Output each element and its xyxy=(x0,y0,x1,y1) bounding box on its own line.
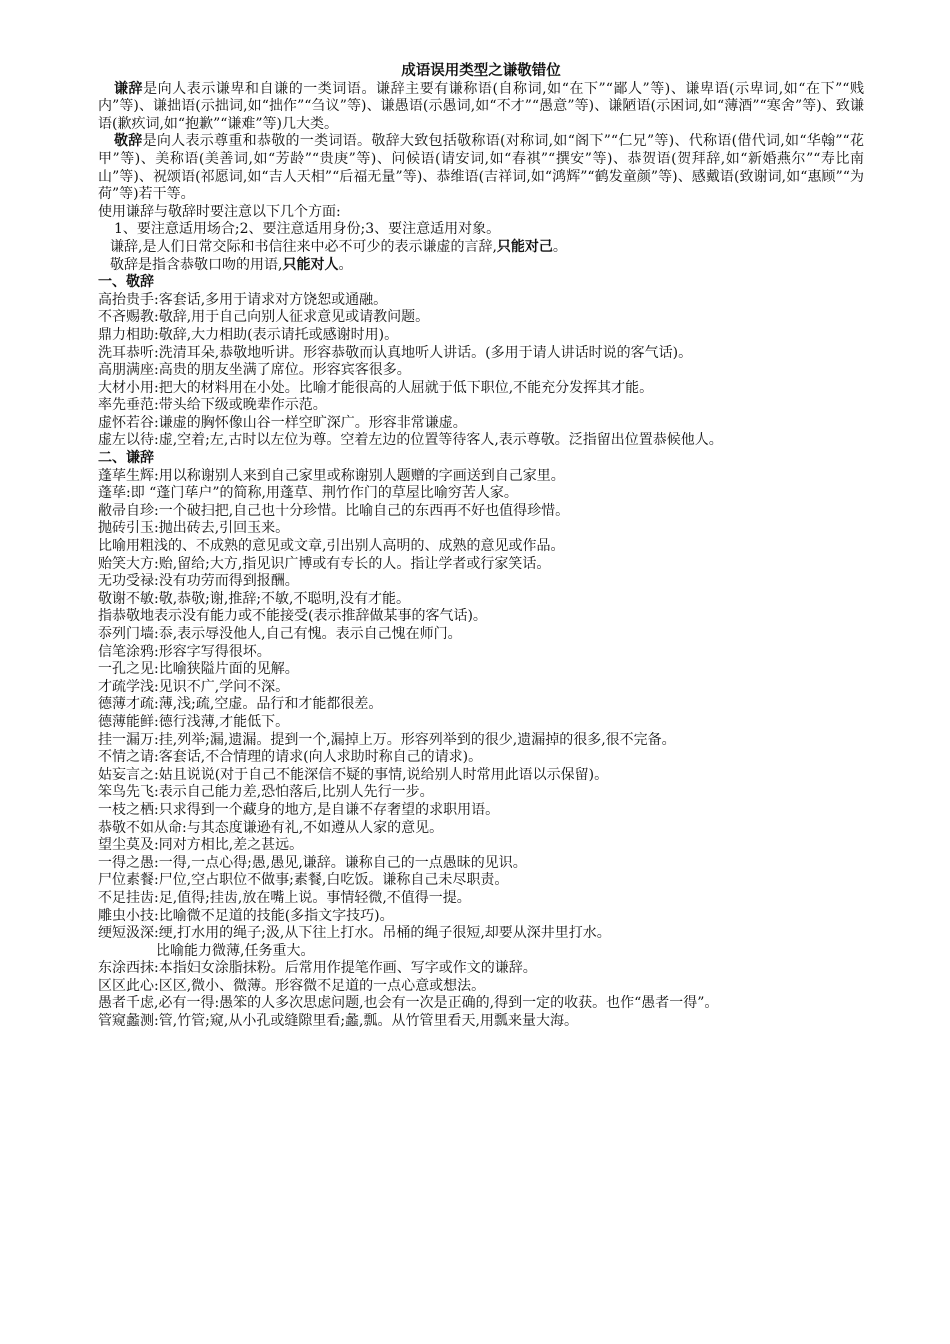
list-item: 笨鸟先飞:表示自己能力差,恐怕落后,比别人先行一步。 xyxy=(98,784,434,801)
jingci-intro-paragraph xyxy=(98,133,864,203)
qianci-intro-paragraph xyxy=(98,81,864,134)
list-item-continuation: 比喻能力微薄,任务重大。 xyxy=(156,942,315,959)
list-item: 雕虫小技:比喻微不足道的技能(多指文字技巧)。 xyxy=(98,907,394,924)
list-item: 一枝之栖:只求得到一个藏身的地方,是自谦不存奢望的求职用语。 xyxy=(98,801,500,818)
document-title: 成语误用类型之谦敬错位 xyxy=(401,62,561,79)
list-item: 率先垂范:带头给下级或晚辈作示范。 xyxy=(98,397,327,414)
list-item: 无功受禄:没有功劳而得到报酬。 xyxy=(98,573,299,590)
list-item: 比喻用粗浅的、不成熟的意见或文章,引出别人高明的、成熟的意见或作品。 xyxy=(98,538,565,555)
document-page xyxy=(98,62,864,1031)
list-item: 洗耳恭听:洗清耳朵,恭敬地听讲。形容恭敬而认真地听人讲话。(多用于请人讲话时说的客气话)。 xyxy=(98,344,693,361)
section-heading-qianci: 二、谦辞 xyxy=(98,450,154,467)
qianci-def-post: 。 xyxy=(552,238,567,255)
list-item: 忝列门墙:忝,表示辱没他人,自己有愧。表示自己愧在师门。 xyxy=(98,626,462,642)
list-item: 信笔涂鸦:形容字写得很坏。 xyxy=(98,643,271,660)
list-item: 不吝赐教:敬辞,用于自己向别人征求意见或请教问题。 xyxy=(98,309,430,326)
list-item: 高朋满座:高贵的朋友坐满了席位。形容宾客很多。 xyxy=(98,362,411,379)
section-heading-jingci: 一、敬辞 xyxy=(98,274,154,291)
list-item: 绠短汲深:绠,打水用的绳子;汲,从下往上打水。吊桶的绳子很短,却要从深井里打水。 xyxy=(98,925,611,942)
qianci-entry-list xyxy=(98,468,864,1031)
list-item: 一得之愚:一得,一点心得;愚,愚见,谦辞。谦称自己的一点愚昧的见识。 xyxy=(98,854,527,871)
jingci-def-pre: 敬辞是指含恭敬口吻的用语, xyxy=(110,256,283,273)
jingci-def-bold: 只能对人 xyxy=(282,256,339,273)
list-item: 恭敬不如从命:与其态度谦逊有礼,不如遵从人家的意见。 xyxy=(98,819,444,836)
qianci-def-pre: 谦辞,是人们日常交际和书信往来中必不可少的表示谦虚的言辞, xyxy=(110,238,497,255)
list-item: 姑妄言之:姑且说说(对于自己不能深信不疑的事情,说给别人时常用此语以示保留)。 xyxy=(98,766,609,783)
jingci-def-post: 。 xyxy=(338,256,353,273)
list-item: 虚左以待:虚,空着;左,古时以左位为尊。空着左边的位置等待客人,表示尊敬。泛指留出位置恭候他人。 xyxy=(98,432,723,449)
list-item: 敬谢不敏:敬,恭敬;谢,推辞;不敏,不聪明,没有才能。 xyxy=(98,590,410,607)
list-item: 尸位素餐:尸位,空占职位不做事;素餐,白吃饭。谦称自己未尽职责。 xyxy=(98,872,509,889)
list-item: 东涂西抹:本指妇女涂脂抹粉。后常用作提笔作画、写字或作文的谦辞。 xyxy=(98,960,537,977)
list-item: 鼎力相助:敬辞,大力相助(表示请托或感谢时用)。 xyxy=(98,326,399,343)
jingci-definition xyxy=(98,257,864,275)
list-item: 敝帚自珍:一个破扫把,自己也十分珍惜。比喻自己的东西再不好也值得珍惜。 xyxy=(98,502,570,519)
qianci-def-bold: 只能对己 xyxy=(496,238,553,255)
list-item: 抛砖引玉:抛出砖去,引回玉来。 xyxy=(98,520,290,537)
qianci-intro-text: 是向人表示谦卑和自谦的一类词语。谦辞主要有谦称语(自称词,如“在下”“鄙人”等)、谦卑语(示卑词,如“在下”“贱内”等)、谦拙语(示拙词,如“拙作”“刍议”等)、谦愚语(示愚词,如“不才”“愚意”等)、谦陋语(示困词,如“薄酒”“寒舍”等)、致谦语(歉疚词,如“抱歉”“谦难”等)几大类。 xyxy=(98,80,865,132)
list-item: 愚者千虑,必有一得:愚笨的人多次思虑问题,也会有一次是正确的,得到一定的收获。也作“愚者一得”。 xyxy=(98,995,719,1012)
jingci-entry-list xyxy=(98,292,864,450)
qianci-term: 谦辞 xyxy=(114,80,144,97)
list-item: 德薄能鲜:德行浅薄,才能低下。 xyxy=(98,713,290,730)
jingci-term: 敬辞 xyxy=(114,133,143,150)
list-item: 大材小用:把大的材料用在小处。比喻才能很高的人屈就于低下职位,不能充分发挥其才能。 xyxy=(98,379,654,396)
qianci-definition xyxy=(98,239,864,257)
list-item: 一孔之见:比喻狭隘片面的见解。 xyxy=(98,661,299,678)
list-item: 才疏学浅:见识不广,学问不深。 xyxy=(98,678,290,695)
usage-points: 1、要注意适用场合;2、要注意适用身份;3、要注意适用对象。 xyxy=(114,221,501,238)
list-item: 挂一漏万:挂,列举;漏,遗漏。提到一个,漏掉上万。形容列举到的很少,遗漏掉的很多,很不完备。 xyxy=(98,731,676,748)
list-item: 望尘莫及:同对方相比,差之甚远。 xyxy=(98,837,304,854)
list-item: 虚怀若谷:谦虚的胸怀像山谷一样空旷深广。形容非常谦虚。 xyxy=(98,414,467,431)
list-item: 蓬荜生辉:用以称谢别人来到自己家里或称谢别人题赠的字画送到自己家里。 xyxy=(98,467,565,484)
list-item: 高抬贵手:客套话,多用于请求对方饶恕或通融。 xyxy=(98,291,388,308)
list-item: 蓬荜:即 “蓬门荜户”的简称,用蓬草、荆竹作门的草屋比喻穷苦人家。 xyxy=(98,485,518,502)
list-item: 指恭敬地表示没有能力或不能接受(表示推辞做某事的客气话)。 xyxy=(98,608,487,625)
list-item: 德薄才疏:薄,浅;疏,空虚。品行和才能都很差。 xyxy=(98,696,383,713)
list-item: 区区此心:区区,微小、微薄。形容微不足道的一点心意或想法。 xyxy=(98,977,486,994)
usage-note: 使用谦辞与敬辞时要注意以下几个方面: xyxy=(98,203,341,220)
list-item: 管窥蠡测:管,竹管;窥,从小孔或缝隙里看;蠡,瓢。从竹管里看天,用瓢来量大海。 xyxy=(98,1013,578,1030)
jingci-intro-text: 是向人表示尊重和恭敬的一类词语。敬辞大致包括敬称语(对称词,如“阁下”“仁兄”等)、代称语(借代词,如“华翰”“花甲”等)、美称语(美善词,如“芳龄”“贵庚”等)、问候语(请安词,如“春祺”“撰安”等)、恭贺语(贺拜辞,如“新婚燕尔”“寿比南山”等)、祝颂语(祁愿词,如“吉人天相”“后福无量”等)、恭维语(吉祥词,如“鸿辉”“鹤发童颜”等)、感戴语(致谢词,如“惠顾”“为荷”等)若干等。 xyxy=(98,133,864,203)
list-item: 不情之请:客套话,不合情理的请求(向人求助时称自己的请求)。 xyxy=(98,749,483,766)
list-item: 不足挂齿:足,值得;挂齿,放在嘴上说。事情轻微,不值得一提。 xyxy=(98,889,471,906)
list-item: 贻笑大方:贻,留给;大方,指见识广博或有专长的人。指让学者或行家笑话。 xyxy=(98,555,551,572)
